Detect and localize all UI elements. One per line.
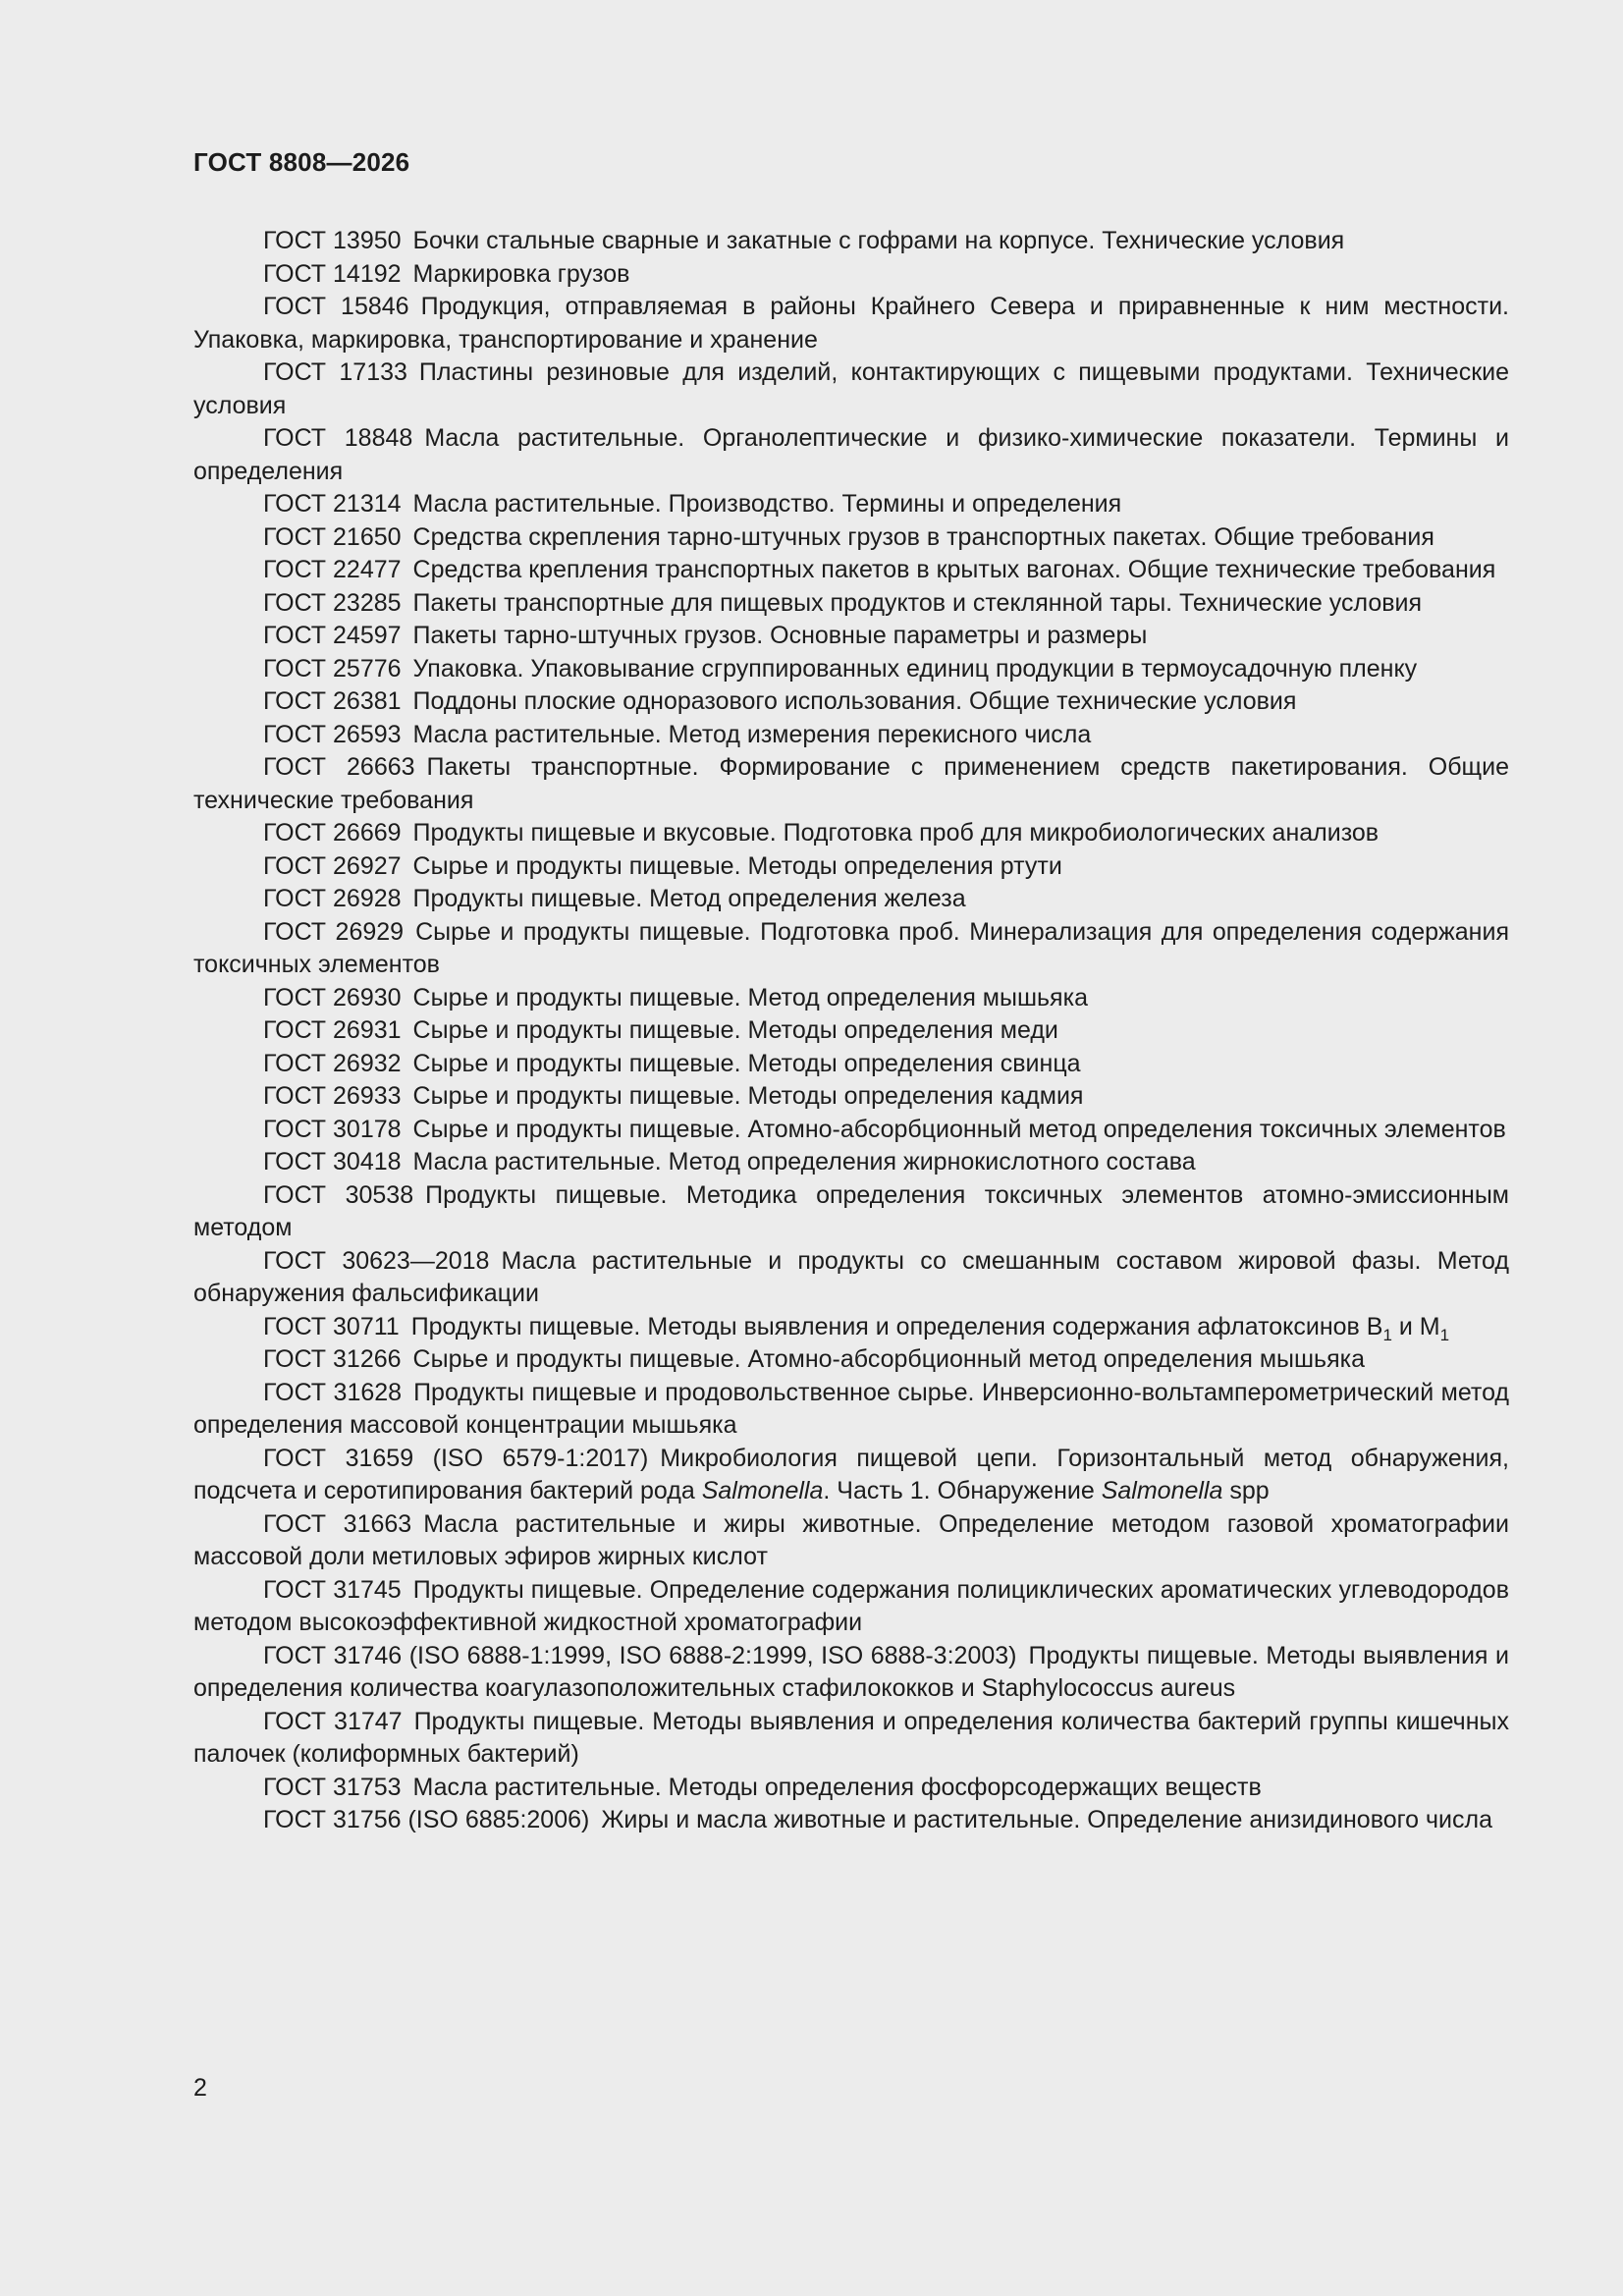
reference-item [193, 587, 1509, 621]
reference-item [193, 1014, 1509, 1048]
reference-code: ГОСТ 26381 [263, 687, 402, 715]
reference-code: ГОСТ 30711 [263, 1312, 400, 1340]
reference-title-text: Продукты пищевые. Методы выявления и определения содержания афлатоксинов [410, 1312, 1360, 1340]
reference-title: Масла растительные. Органолептические и физико-химические показатели. Термины и определения [193, 424, 1510, 485]
reference-code: ГОСТ 23285 [263, 588, 402, 617]
reference-code: ГОСТ 18848 [263, 424, 413, 452]
reference-title: Масла растительные. Методы определения фосфорсодержащих веществ [412, 1773, 1262, 1801]
reference-code: ГОСТ 17133 [263, 358, 407, 386]
reference-title: Упаковка. Упаковывание сгруппированных единиц продукции в термоусадочную пленку [412, 654, 1418, 683]
reference-item [193, 291, 1509, 356]
reference-title: Продукты пищевые и продовольственное сырье. Инверсионно-вольтамперометрический метод определения массовой концентрации мышьяка [193, 1378, 1510, 1439]
reference-item [193, 817, 1509, 850]
reference-code: ГОСТ 31753 [263, 1773, 402, 1801]
reference-item [193, 521, 1509, 555]
reference-title: Масла растительные. Метод измерения перекисного числа [412, 720, 1092, 748]
reference-item [193, 1311, 1509, 1344]
reference-item [193, 653, 1509, 686]
reference-title: Пакеты транспортные. Формирование с применением средств пакетирования. Общие технические требования [193, 753, 1509, 814]
reference-item [193, 620, 1509, 653]
reference-code: ГОСТ 26932 [263, 1049, 402, 1077]
reference-title: Продукты пищевые. Определение содержания полициклических ароматических углеводородов методом высокоэффективной жидкостной хроматографии [193, 1575, 1509, 1636]
reference-title: Сырье и продукты пищевые. Атомно-абсорбционный метод определения мышьяка [412, 1345, 1366, 1373]
reference-code: ГОСТ 14192 [263, 259, 402, 288]
reference-code: ГОСТ 31756 (ISO 6885:2006) [263, 1806, 590, 1833]
aflatoxin-and-text: и [1391, 1312, 1420, 1340]
reference-title: Масла растительные и продукты со смешанным составом жировой фазы. Метод обнаружения фальсификации [193, 1246, 1510, 1307]
salmonella-genus-text: Salmonella [701, 1477, 824, 1504]
reference-item [193, 1706, 1509, 1772]
reference-code: ГОСТ 26669 [263, 819, 402, 847]
reference-title: Сырье и продукты пищевые. Метод определения мышьяка [412, 983, 1088, 1011]
reference-item [193, 1146, 1509, 1179]
reference-title: Пластины резиновые для изделий, контактирующих с пищевыми продуктами. Технические условия [193, 358, 1509, 419]
reference-code: ГОСТ 26930 [263, 983, 402, 1011]
reference-title: Продукты пищевые. Методы выявления и определения количества бактерий группы кишечных палочек (колиформных бактерий) [193, 1707, 1509, 1768]
salmonella-genus-text: Salmonella [1101, 1477, 1223, 1504]
reference-title: Пакеты тарно-штучных грузов. Основные параметры и размеры [412, 622, 1148, 649]
reference-code: ГОСТ 22477 [263, 556, 402, 583]
reference-title: Сырье и продукты пищевые. Методы определения ртути [412, 851, 1062, 880]
reference-item [193, 916, 1509, 982]
reference-code: ГОСТ 25776 [263, 654, 402, 683]
reference-title-text: spp [1222, 1477, 1270, 1504]
reference-item [193, 1114, 1509, 1147]
reference-code: ГОСТ 21314 [263, 490, 402, 518]
reference-code: ГОСТ 26927 [263, 851, 402, 880]
aflatoxin-m-letter: M [1419, 1312, 1440, 1340]
reference-item [193, 1343, 1509, 1377]
reference-title [410, 1312, 1450, 1344]
reference-code: ГОСТ 15846 [263, 293, 409, 320]
reference-title: Сырье и продукты пищевые. Методы определения свинца [412, 1049, 1081, 1077]
reference-code: ГОСТ 30178 [263, 1115, 402, 1143]
reference-code: ГОСТ 31663 [263, 1509, 412, 1538]
reference-item [193, 883, 1509, 916]
reference-title-text: Микробиология пищевой цепи. Горизонтальный метод обнаружения, подсчета и серотипирования бактерий рода [193, 1444, 1509, 1504]
reference-code: ГОСТ 31628 [263, 1378, 403, 1406]
reference-code: ГОСТ 30538 [263, 1180, 414, 1209]
page-number: 2 [193, 2074, 207, 2102]
reference-title: Сырье и продукты пищевые. Методы определения меди [412, 1016, 1058, 1044]
reference-item [193, 751, 1509, 817]
reference-item [193, 1804, 1509, 1837]
reference-title: Поддоны плоские одноразового использования. Общие технические условия [412, 687, 1297, 715]
reference-item [193, 356, 1509, 422]
reference-code: ГОСТ 31745 [263, 1575, 402, 1604]
reference-title: Сырье и продукты пищевые. Подготовка проб. Минерализация для определения содержания токсичных элементов [193, 917, 1509, 978]
reference-item [193, 1377, 1509, 1443]
reference-item [193, 1048, 1509, 1081]
reference-item [193, 982, 1509, 1015]
normative-references-list [193, 225, 1509, 1837]
reference-code: ГОСТ 30418 [263, 1148, 402, 1175]
reference-item [193, 1245, 1509, 1311]
reference-code: ГОСТ 24597 [263, 622, 402, 649]
reference-title: Пакеты транспортные для пищевых продуктов и стеклянной тары. Технические условия [412, 588, 1423, 617]
reference-code: ГОСТ 21650 [263, 522, 402, 551]
reference-title: Масла растительные. Метод определения жирнокислотного состава [412, 1148, 1196, 1175]
reference-item [193, 850, 1509, 884]
reference-title: Масла растительные. Производство. Термины и определения [412, 490, 1122, 518]
reference-code: ГОСТ 31659 (ISO 6579-1:2017) [263, 1444, 649, 1472]
reference-title: Масла растительные и жиры животные. Определение методом газовой хроматографии массовой доли метиловых эфиров жирных кислот [193, 1509, 1509, 1570]
reference-code: ГОСТ 13950 [263, 227, 402, 254]
reference-title: Продукты пищевые и вкусовые. Подготовка проб для микробиологических анализов [412, 819, 1380, 847]
reference-item [193, 258, 1509, 292]
reference-title: Бочки стальные сварные и закатные с гофрами на корпусе. Технические условия [412, 227, 1345, 254]
aflatoxin-b-letter: B [1366, 1312, 1383, 1340]
reference-title: Маркировка грузов [412, 259, 630, 288]
reference-title: Продукты пищевые. Методы выявления и определения количества коагулазоположительных стафилококков и Staphylococcus aureus [193, 1641, 1509, 1702]
reference-item [193, 1080, 1509, 1114]
reference-title: Продукты пищевые. Методика определения токсичных элементов атомно-эмиссионным методом [193, 1180, 1509, 1241]
reference-item [193, 1574, 1509, 1640]
reference-title: Средства крепления транспортных пакетов в крытых вагонах. Общие технические требования [412, 556, 1496, 583]
reference-title: Жиры и масла животные и растительные. Определение анизидинового числа [601, 1806, 1492, 1833]
reference-code: ГОСТ 26929 [263, 917, 405, 946]
reference-code: ГОСТ 31266 [263, 1345, 402, 1373]
reference-item [193, 1508, 1509, 1574]
aflatoxin-b-subscript: 1 [1382, 1325, 1392, 1344]
reference-item [193, 554, 1509, 587]
reference-title: Средства скрепления тарно-штучных грузов в транспортных пакетах. Общие требования [412, 522, 1434, 551]
reference-item [193, 225, 1509, 258]
reference-item [193, 1772, 1509, 1805]
reference-item [193, 1443, 1509, 1508]
reference-code: ГОСТ 26593 [263, 720, 402, 748]
reference-code: ГОСТ 26663 [263, 753, 415, 781]
reference-code: ГОСТ 31746 (ISO 6888-1:1999, ISO 6888-2:1999, ISO 6888-3:2003) [263, 1641, 1017, 1669]
reference-title: Продукция, отправляемая в районы Крайнего Севера и приравненные к ним местности. Упаковка, маркировка, транспортирование и хранение [193, 293, 1509, 354]
reference-item [193, 685, 1509, 719]
reference-item [193, 1640, 1509, 1706]
reference-title-text: . Часть 1. Обнаружение [823, 1477, 1102, 1504]
reference-code: ГОСТ 26933 [263, 1082, 402, 1110]
document-code-header: ГОСТ 8808—2026 [193, 147, 410, 177]
reference-code: ГОСТ 30623—2018 [263, 1246, 490, 1275]
reference-item [193, 488, 1509, 521]
reference-title: Продукты пищевые. Метод определения железа [412, 885, 966, 912]
reference-code: ГОСТ 26931 [263, 1016, 402, 1044]
reference-code: ГОСТ 26928 [263, 885, 402, 912]
reference-item [193, 719, 1509, 752]
reference-item [193, 1179, 1509, 1245]
reference-title: Сырье и продукты пищевые. Атомно-абсорбционный метод определения токсичных элементов [412, 1115, 1506, 1143]
reference-code: ГОСТ 31747 [263, 1707, 403, 1735]
reference-item [193, 422, 1509, 488]
aflatoxin-m-subscript: 1 [1439, 1325, 1450, 1344]
reference-title: Сырье и продукты пищевые. Методы определения кадмия [412, 1082, 1084, 1110]
